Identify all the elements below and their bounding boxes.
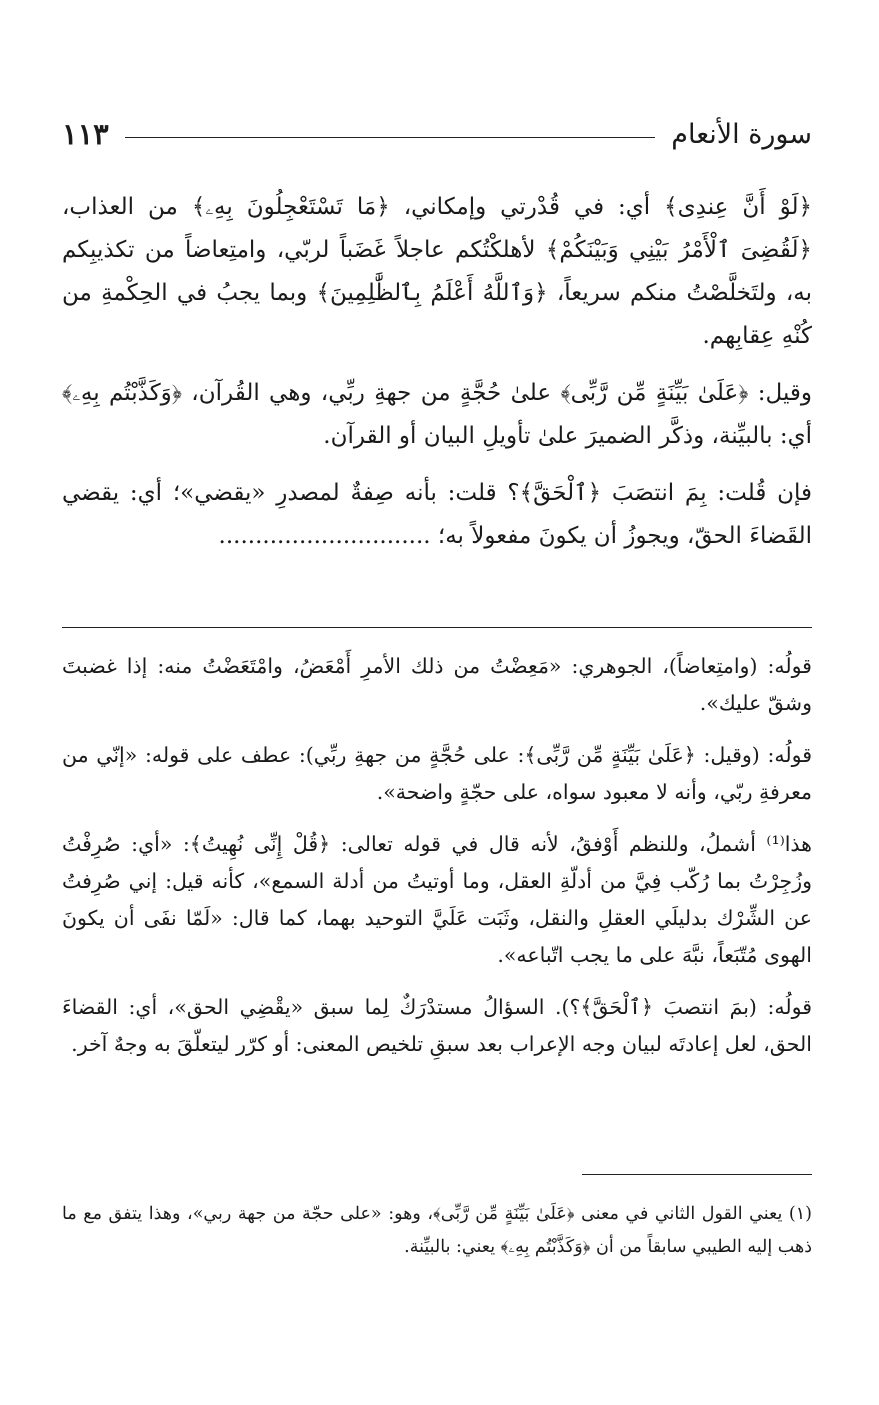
page-number: ١١٣ <box>62 117 109 151</box>
footnote-rule <box>582 1174 812 1175</box>
main-paragraph-1: ﴿لَوْ أَنَّ عِندِى﴾ أي: في قُدْرتي وإمكاني، ﴿مَا تَسْتَعْجِلُونَ بِهِۦ﴾ من العذاب، ﴿لَقُضِىَ ٱلْأَمْرُ بَيْنِي وَبَيْنَكُمْ﴾ لأهلكْتُكم عاجلاً غَضَباً لربّي، وامتِعاضاً من تكذيبِكم به، ولتَخلَّصْتُ منكم سريعاً، ﴿وَٱللَّهُ أَعْلَمُ بِٱلظَّٰلِمِينَ﴾ وبما يجبُ في الحِكْمةِ من كُنْهِ عِقابِهم. <box>62 194 812 349</box>
commentary-paragraph-2: قولُه: (وقيل: ﴿عَلَىٰ بَيِّنَةٍ مِّن رَّبِّى﴾: على حُجَّةٍ من جهةِ ربِّي): عطف على قوله: «إنّي من معرفةِ ربّي، وأنه لا معبود سواه، على حجّةٍ واضحة». <box>62 743 812 804</box>
commentary-paragraph-4: قولُه: (بمَ انتصبَ ﴿ٱلْحَقَّ﴾؟). السؤالُ مستدْرَكٌ لِما سبق «يقْضِي الحق»، أي: القضاءَ الحق، لعل إعادتَه لبيان وجه الإعراب بعد سبقِ تلخيص المعنى: أو كرّر ليتعلّقَ به وجهٌ آخر. <box>62 995 812 1056</box>
commentary-paragraph-3: هذا⁽¹⁾ أشملُ، وللنظم أَوْفقُ، لأنه قال في قوله تعالى: ﴿قُلْ إِنِّى نُهِيتُ﴾: «أي: صُرِفْتُ وزُجِرْتُ بما رُكّب فِيَّ من أدلّةِ العقل، وما أوتيتُ من أدلة السمع»، كأنه قيل: إني صُرِفتُ عن الشِّرْك بدليلَي العقلِ والنقل، وثَبَت عَلَيَّ التوحيد بهما، كما قال: «لَمّا نفَى أن يكونَ الهوى مُتّبَعاً، نبَّهَ على ما يجب اتّباعه». <box>62 832 812 967</box>
header-rule <box>125 137 656 138</box>
page <box>62 112 812 572</box>
main-paragraph-3-text: فإن قُلت: بِمَ انتصَبَ ﴿ٱلْحَقَّ﴾؟ قلت: بأنه صِفةٌ لمصدرِ «يقضي»؛ أي: يقضي القَضاءَ الحقّ، ويجوزُ أن يكونَ مفعولاً به؛ <box>62 480 812 549</box>
section-divider <box>62 627 812 628</box>
main-text <box>62 186 812 558</box>
continuation-dots: ............................. <box>218 523 431 549</box>
main-paragraph-2: وقيل: ﴿عَلَىٰ بَيِّنَةٍ مِّن رَّبِّى﴾ علىٰ حُجَّةٍ من جهةِ ربِّي، وهي القُرآن، ﴿وَكَذَّبْتُم بِهِۦ﴾ أي: بالبيِّنة، وذكَّر الضميرَ علىٰ تأويلِ البيان أو القرآن. <box>62 380 812 449</box>
surah-title: سورة الأنعام <box>671 118 812 150</box>
footnotes <box>62 1198 812 1264</box>
main-paragraph-3 <box>62 472 812 558</box>
running-header <box>62 112 812 156</box>
commentary-paragraph-1: قولُه: (وامتِعاضاً)، الجوهري: «مَعِضْتُ من ذلك الأمرِ أَمْعَضُ، وامْتَعَضْتُ منه: إذا غضبتَ وشقّ عليك». <box>62 654 812 715</box>
commentary-section <box>62 648 812 1078</box>
footnote-1: (١) يعني القول الثاني في معنى ﴿عَلَىٰ بَيِّنَةٍ مِّن رَّبِّى﴾، وهو: «على حجّة من جهة ربي»، وهذا يتفق مع ما ذهب إليه الطيبي سابقاً من أن ﴿وَكَذَّبْتُم بِهِۦ﴾ يعني: بالبيِّنة. <box>62 1204 812 1257</box>
